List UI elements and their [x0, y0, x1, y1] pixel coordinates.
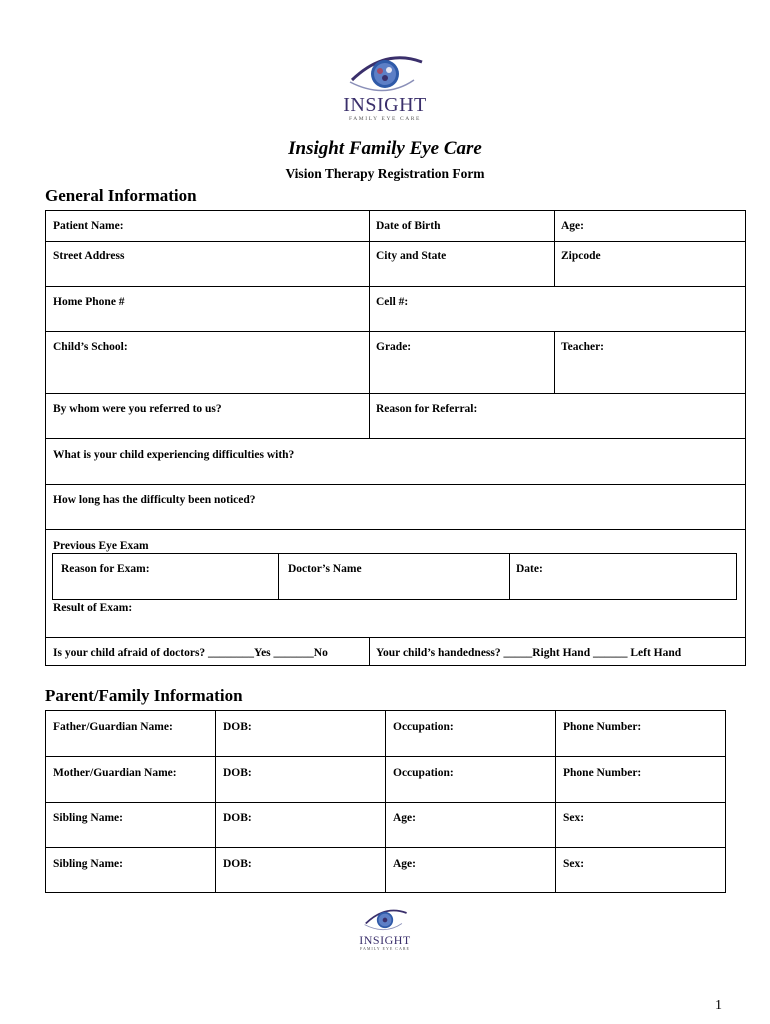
reason-exam-label: Reason for Exam: [61, 563, 150, 575]
previous-exam-label: Previous Eye Exam [53, 540, 149, 552]
afraid-doctors-label: Is your child afraid of doctors? ________Yes _______No [53, 647, 328, 659]
father-phone-label: Phone Number: [563, 721, 642, 733]
previous-exam-box [52, 553, 737, 600]
city-state-label: City and State [376, 250, 447, 262]
logo-tagline-small: FAMILY EYE CARE [360, 946, 410, 951]
father-occupation-label: Occupation: [393, 721, 454, 733]
result-exam-label: Result of Exam: [53, 602, 133, 614]
street-address-label: Street Address [53, 250, 125, 262]
page-title: Insight Family Eye Care [288, 138, 482, 159]
grade-label: Grade: [376, 341, 412, 353]
page-subtitle: Vision Therapy Registration Form [285, 166, 485, 181]
exam-date-label: Date: [516, 563, 543, 575]
sibling1-sex-label: Sex: [563, 812, 585, 824]
eye-logo-small-icon [352, 906, 418, 934]
insight-logo-footer [352, 906, 418, 954]
father-name-label: Father/Guardian Name: [53, 721, 173, 733]
father-dob-label: DOB: [223, 721, 252, 733]
mother-dob-label: DOB: [223, 767, 252, 779]
logo-tagline: FAMILY EYE CARE [348, 116, 422, 122]
date-of-birth-label: Date of Birth [376, 220, 441, 232]
insight-logo [330, 50, 440, 125]
teacher-label: Teacher: [561, 341, 605, 353]
sibling2-age-label: Age: [393, 858, 416, 870]
sibling2-name-label: Sibling Name: [53, 858, 123, 870]
how-long-label: How long has the difficulty been noticed? [53, 494, 256, 506]
sibling1-age-label: Age: [393, 812, 416, 824]
cell-label: Cell #: [376, 296, 409, 308]
difficulties-label: What is your child experiencing difficulties with? [53, 449, 295, 461]
sibling1-name-label: Sibling Name: [53, 812, 123, 824]
eye-logo-icon [330, 50, 440, 98]
logo-wordmark-small: INSIGHT [359, 933, 411, 947]
sibling2-sex-label: Sex: [563, 858, 585, 870]
home-phone-label: Home Phone # [53, 296, 125, 308]
doctor-name-label: Doctor’s Name [288, 563, 362, 575]
family-heading: Parent/Family Information [45, 686, 243, 705]
handedness-label: Your child’s handedness? _____Right Hand ______ Left Hand [376, 647, 682, 659]
age-label: Age: [561, 220, 584, 232]
referred-by-label: By whom were you referred to us? [53, 403, 222, 415]
mother-phone-label: Phone Number: [563, 767, 642, 779]
general-info-table [45, 210, 746, 666]
logo-wordmark: INSIGHT [343, 94, 427, 116]
school-label: Child’s School: [53, 341, 128, 353]
patient-name-label: Patient Name: [53, 220, 124, 232]
mother-name-label: Mother/Guardian Name: [53, 767, 177, 779]
family-info-table [45, 710, 726, 893]
mother-occupation-label: Occupation: [393, 767, 454, 779]
sibling2-dob-label: DOB: [223, 858, 252, 870]
sibling1-dob-label: DOB: [223, 812, 252, 824]
reason-referral-label: Reason for Referral: [376, 403, 478, 415]
zipcode-label: Zipcode [561, 250, 601, 262]
page-number: 1 [715, 998, 722, 1013]
general-heading: General Information [45, 186, 197, 205]
